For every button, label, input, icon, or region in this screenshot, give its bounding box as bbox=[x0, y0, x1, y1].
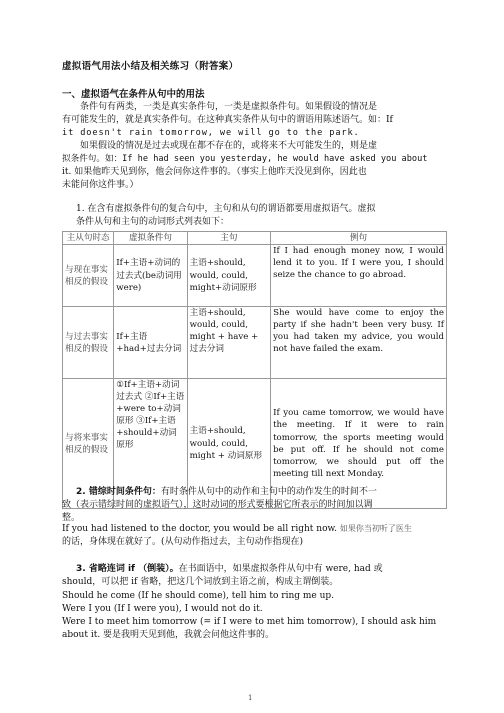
point-2 bbox=[62, 486, 442, 525]
table-cell: 与将来事实相反的假设 bbox=[63, 379, 114, 509]
example-sentence: about it. 要是我明天见到他，我就会问他这件事的。 bbox=[62, 630, 275, 641]
text-line: 的话，身体现在就好了。(从句动作指过去，主句动作指现在) bbox=[62, 537, 304, 548]
table-cell: 主语+should, would, could, might + have + 过去分词 bbox=[187, 307, 270, 379]
column-header: 例句 bbox=[271, 232, 447, 245]
table-cell: If I had enough money now, I would lend it to you. If I were you, I should seize the chance to go abroad. bbox=[271, 245, 447, 307]
text-line: 未能问你这件事。） bbox=[62, 179, 139, 190]
section-heading: 一、虚拟语气在条件从句中的用法 bbox=[62, 89, 205, 100]
point-3 bbox=[62, 563, 442, 589]
text-line bbox=[62, 523, 442, 536]
text-line: it. 如果他昨天见到你，他会问你这件事的。（事实上他昨天没见到你，因此也 bbox=[62, 166, 367, 177]
text-line: 如果假设的情况是过去或现在都不存在的，或将来不大可能发生的，则是虚 bbox=[80, 141, 378, 151]
table-cell: 与现在事实相反的假设 bbox=[63, 245, 114, 307]
point-heading: 3. 省略连词 if （倒装）。 bbox=[76, 564, 179, 574]
text-line bbox=[76, 486, 442, 499]
text-line: 整。 bbox=[62, 513, 81, 524]
text-line: 条件从句和主句的动词形式列表如下： bbox=[76, 217, 230, 228]
document-title: 虚拟语气用法小结及相关练习（附答案） bbox=[62, 61, 239, 72]
example-sentence: Were I you (If I were you), I would not do it. bbox=[62, 604, 263, 615]
table-cell: ①If+主语+动词过去式 ②If+主语+were to+动词原形 ③If+主语+should+动词原形 bbox=[114, 379, 187, 509]
column-header: 主句 bbox=[187, 232, 270, 245]
point-heading: 2. 错综时间条件句： bbox=[76, 487, 161, 497]
example-sentence: If you had listened to the doctor, you would be all right now. bbox=[62, 524, 337, 534]
text-line: 有可能发生的，就是真实条件句。在这种真实条件从句中的谓语用陈述语气。如：If bbox=[62, 115, 393, 126]
table-row bbox=[63, 307, 447, 379]
intro-paragraph-1 bbox=[62, 101, 442, 140]
text-span: 有时条件从句中的动作和主句中的动作发生的时间不一 bbox=[160, 487, 377, 497]
table-cell: If+主语+动词的过去式(be动词用were) bbox=[114, 245, 187, 307]
table-cell: 主语+should, would, could, might + 动词原形 bbox=[187, 379, 270, 509]
point-2-example bbox=[62, 523, 442, 549]
text-span: 在书面语中，如果虚拟条件从句中有 were, had 或 bbox=[178, 564, 383, 574]
point-1 bbox=[76, 203, 456, 229]
example-sentence: Should he come (If he should come), tell him to ring me up. bbox=[62, 591, 335, 601]
table-cell: 与过去事实相反的假设 bbox=[63, 307, 114, 379]
table-cell: If you came tomorrow, we would have the meeting. If it were to rain tomorrow, the sports meeting would be put off. If he should not come tomorrow, we should put off the meeting till next Monday. bbox=[271, 379, 447, 509]
example-sentence: Were I to meet him tomorrow (= if I were to met him tomorrow), I should ask him bbox=[62, 617, 437, 628]
intro-paragraph-2 bbox=[62, 140, 442, 192]
table-cell: 主语+should, would, could, might+动词原形 bbox=[187, 245, 270, 307]
text-line: 致（表示错综时间的虚拟语气），这时动词的形式要根据它所表示的时间加以调 bbox=[62, 500, 373, 511]
table-cell: If+主语+had+过去分词 bbox=[114, 307, 187, 379]
table-row bbox=[63, 245, 447, 307]
column-header: 主从句时态 bbox=[63, 232, 114, 245]
table-cell: She would have come to enjoy the party if she hadn't been very busy. If you had taken my advice, you would not have failed the exam. bbox=[271, 307, 447, 379]
example-sentence: 拟条件句。如：If he had seen you yesterday, he would have asked you about bbox=[62, 154, 428, 165]
example-sentence: it doesn't rain tomorrow, we will go to the park. bbox=[62, 128, 360, 139]
text-line bbox=[76, 563, 442, 576]
text-line: should，可以把 if 省略，把这几个词放到主语之前，构成主谓倒装。 bbox=[62, 577, 339, 588]
text-line: 1. 在含有虚拟条件句的复合句中，主句和从句的谓语都要用虚拟语气。虚拟 bbox=[76, 204, 376, 214]
text-line: 条件句有两类，一类是真实条件句，一类是虚拟条件句。如果假设的情况是 bbox=[80, 102, 378, 112]
column-header: 虚拟条件句 bbox=[114, 232, 187, 245]
example-translation: 如果你当初听了医生 bbox=[339, 524, 412, 533]
page-number: 1 bbox=[248, 694, 253, 702]
point-3-examples bbox=[62, 590, 442, 642]
conditional-forms-table bbox=[62, 231, 447, 509]
table-header-row bbox=[63, 232, 447, 245]
